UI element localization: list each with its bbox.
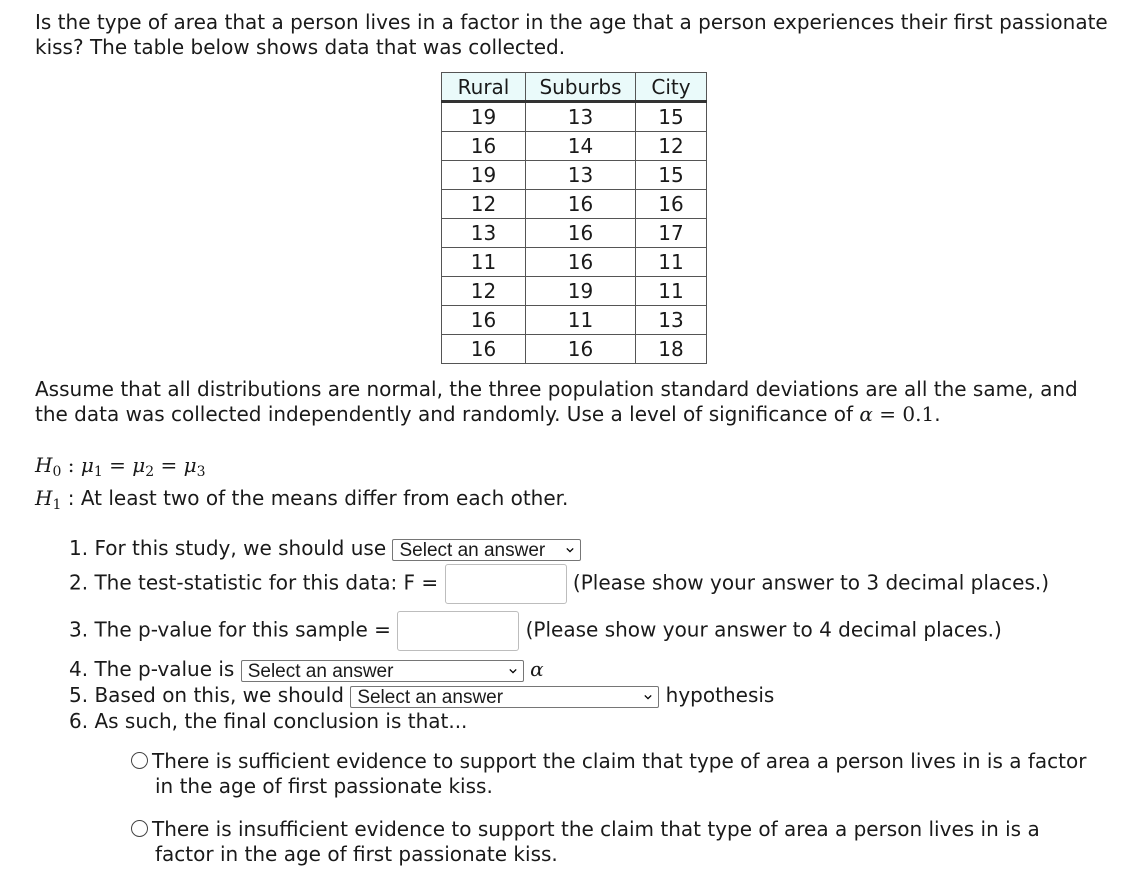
p-value-comparison-select[interactable] — [241, 660, 524, 682]
table-row — [442, 132, 707, 161]
radio-button-icon[interactable] — [131, 820, 148, 837]
table-cell: 19 — [526, 277, 636, 306]
conclusion-option-1[interactable] — [131, 749, 1091, 799]
assumptions-text: Assume that all distributions are normal, the three population standard deviations are all the same, and the data was collected independently and randomly. Use a level of significance of — [35, 377, 1078, 426]
chevron-down-icon — [566, 546, 574, 554]
data-table — [441, 72, 707, 364]
table-row — [442, 248, 707, 277]
f-statistic-input[interactable] — [445, 564, 567, 604]
h1-subscript: 1 — [52, 497, 62, 513]
assumptions-period: . — [934, 402, 941, 426]
p-value-input[interactable] — [397, 611, 519, 651]
alternative-hypothesis — [35, 485, 568, 518]
question-2 — [69, 564, 1049, 604]
question-1 — [69, 536, 581, 561]
table-cell: 14 — [526, 132, 636, 161]
h0-colon: : — [61, 453, 81, 477]
table-cell: 16 — [636, 190, 707, 219]
h0-subscript: 0 — [52, 464, 62, 480]
intro-paragraph: Is the type of area that a person lives in a factor in the age that a person experiences their first passionate kiss? The table below shows data that was collected. — [35, 10, 1108, 59]
table-cell: 11 — [636, 277, 707, 306]
table-cell: 16 — [526, 248, 636, 277]
question-6 — [69, 709, 467, 733]
alpha-symbol: α — [859, 402, 873, 426]
table-cell: 17 — [636, 219, 707, 248]
alpha-symbol-q4: α — [530, 657, 544, 681]
h0-label: H — [35, 453, 53, 477]
table-cell: 13 — [526, 161, 636, 190]
question-3 — [69, 611, 1002, 651]
table-cell: 12 — [442, 190, 526, 219]
question-4-text: 4. The p-value is — [69, 657, 235, 681]
table-cell: 16 — [442, 132, 526, 161]
table-cell: 16 — [442, 335, 526, 364]
null-hypothesis — [35, 452, 568, 485]
table-cell: 19 — [442, 161, 526, 190]
question-4 — [69, 657, 544, 682]
hypotheses-block — [35, 452, 568, 518]
question-5-after: hypothesis — [665, 683, 775, 707]
question-6-text: 6. As such, the final conclusion is that... — [69, 709, 468, 733]
table-cell: 16 — [526, 190, 636, 219]
option-2-line-1: There is insufficient evidence to support the claim that type of area a person lives in is a — [152, 817, 1040, 841]
table-cell: 11 — [636, 248, 707, 277]
table-cell: 16 — [526, 219, 636, 248]
table-cell: 12 — [442, 277, 526, 306]
question-3-hint: (Please show your answer to 4 decimal places.) — [525, 617, 1002, 642]
table-cell: 13 — [636, 306, 707, 335]
table-row — [442, 277, 707, 306]
table-header-row — [442, 73, 707, 102]
assumptions-paragraph — [35, 377, 1115, 427]
question-5-text: 5. Based on this, we should — [69, 683, 344, 707]
equals-1: = — [102, 453, 133, 477]
option-2-line-2: factor in the age of first passionate kiss. — [155, 842, 558, 866]
conclusion-option-2[interactable] — [131, 817, 1091, 867]
table-cell: 19 — [442, 102, 526, 132]
question-2-hint: (Please show your answer to 3 decimal places.) — [572, 570, 1050, 595]
decision-select-value: Select an answer — [357, 686, 504, 708]
h1-text: : At least two of the means differ from each other. — [61, 486, 569, 510]
mu-3: μ — [183, 453, 197, 477]
mu-1: μ — [80, 453, 94, 477]
table-cell: 13 — [442, 219, 526, 248]
radio-button-icon[interactable] — [131, 752, 148, 769]
chevron-down-icon — [509, 667, 517, 675]
mu-2: μ — [132, 453, 146, 477]
test-type-select[interactable] — [392, 539, 581, 561]
table-cell: 13 — [526, 102, 636, 132]
question-5 — [69, 683, 774, 708]
table-body — [442, 102, 707, 364]
table-cell: 12 — [636, 132, 707, 161]
decision-select[interactable] — [350, 686, 659, 708]
test-type-select-value: Select an answer — [399, 539, 546, 561]
table-row — [442, 161, 707, 190]
table-cell: 15 — [636, 102, 707, 132]
alpha-equals: = — [879, 402, 897, 426]
option-1-line-2: in the age of first passionate kiss. — [155, 774, 493, 798]
table-cell: 11 — [442, 248, 526, 277]
column-header-suburbs: Suburbs — [526, 73, 636, 102]
table-cell: 18 — [636, 335, 707, 364]
question-3-text: 3. The p-value for this sample = — [69, 617, 391, 642]
table-row — [442, 102, 707, 132]
chevron-down-icon — [644, 693, 652, 701]
column-header-rural: Rural — [442, 73, 526, 102]
p-value-comparison-select-value: Select an answer — [247, 660, 394, 682]
alpha-value: 0.1 — [902, 402, 935, 426]
table-cell: 16 — [442, 306, 526, 335]
question-1-text: 1. For this study, we should use — [69, 536, 387, 560]
table-cell: 11 — [526, 306, 636, 335]
column-header-city: City — [636, 73, 707, 102]
table-row — [442, 306, 707, 335]
table-row — [442, 190, 707, 219]
mu-3-subscript: 3 — [196, 464, 206, 480]
mu-1-subscript: 1 — [93, 464, 103, 480]
equals-2: = — [154, 453, 184, 477]
mu-2-subscript: 2 — [145, 464, 155, 480]
table-row — [442, 219, 707, 248]
table-row — [442, 335, 707, 364]
h1-label: H — [35, 486, 53, 510]
table-cell: 16 — [526, 335, 636, 364]
option-1-line-1: There is sufficient evidence to support the claim that type of area a person lives in is a factor — [152, 749, 1087, 773]
question-2-text: 2. The test-statistic for this data: F = — [69, 570, 439, 595]
table-cell: 15 — [636, 161, 707, 190]
